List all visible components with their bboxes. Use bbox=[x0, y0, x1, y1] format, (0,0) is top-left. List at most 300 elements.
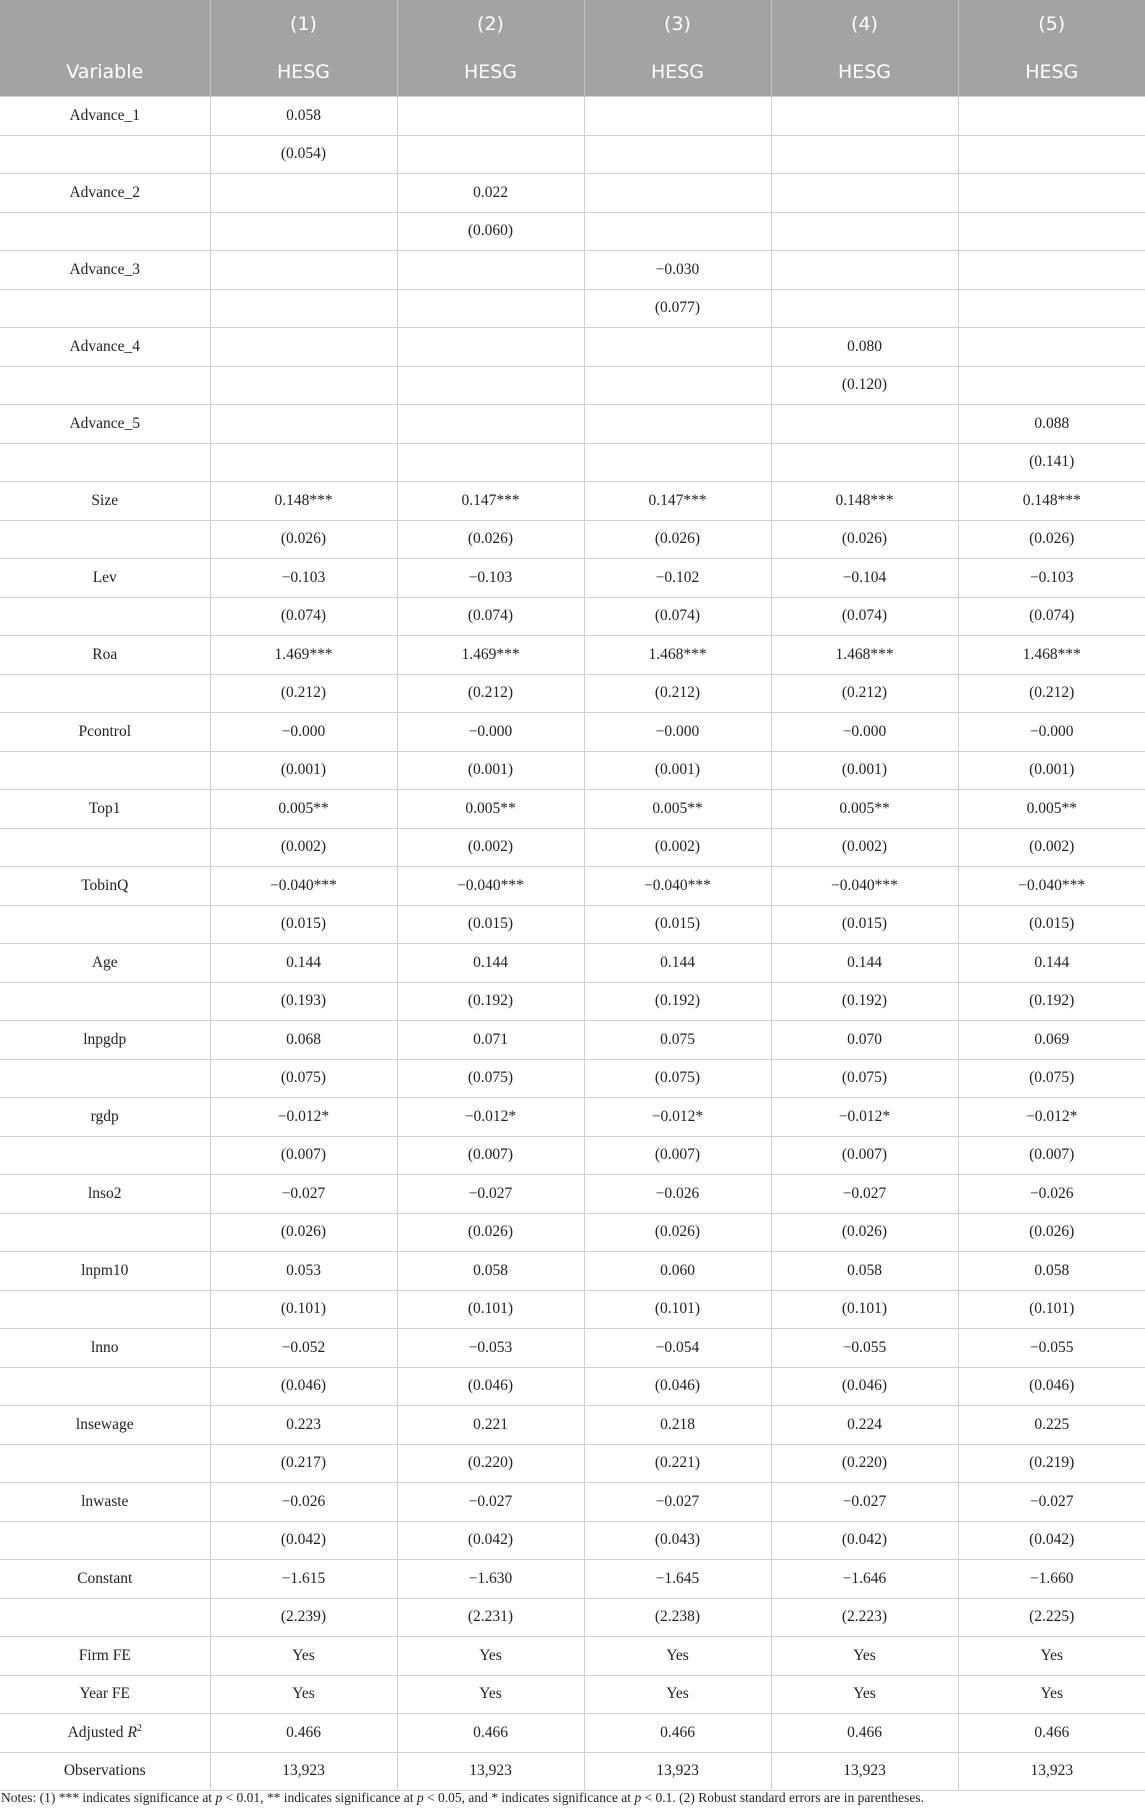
table-row bbox=[0, 1098, 1145, 1137]
table-cell: −0.102 bbox=[584, 559, 771, 598]
variable-label-text: lnno bbox=[90, 1338, 119, 1356]
table-cell: 0.147*** bbox=[397, 482, 584, 521]
table-cell: −0.040*** bbox=[958, 867, 1145, 906]
header-blank-cell bbox=[0, 0, 210, 48]
table-cell bbox=[958, 135, 1145, 174]
table-row-standard-errors bbox=[0, 1136, 1145, 1175]
table-cell bbox=[771, 135, 958, 174]
variable-label bbox=[0, 1521, 210, 1560]
table-row-standard-errors bbox=[0, 828, 1145, 867]
table-cell bbox=[397, 251, 584, 290]
table-cell: (0.026) bbox=[397, 1213, 584, 1252]
table-cell: 0.088 bbox=[958, 405, 1145, 444]
table-header bbox=[0, 0, 1145, 97]
variable-label bbox=[0, 135, 210, 174]
table-cell bbox=[397, 135, 584, 174]
table-cell: 1.469*** bbox=[210, 636, 397, 675]
variable-label bbox=[0, 1598, 210, 1637]
variable-label bbox=[0, 867, 210, 906]
variable-label bbox=[0, 559, 210, 598]
table-cell: −0.000 bbox=[771, 713, 958, 752]
variable-label-text: Firm FE bbox=[78, 1646, 131, 1664]
table-row-standard-errors bbox=[0, 212, 1145, 251]
table-cell: −0.026 bbox=[210, 1483, 397, 1522]
table-row bbox=[0, 1329, 1145, 1368]
variable-label bbox=[0, 1675, 210, 1714]
table-cell: 0.005** bbox=[771, 790, 958, 829]
header-row-column-numbers bbox=[0, 0, 1145, 48]
variable-label bbox=[0, 790, 210, 829]
column-number: (3) bbox=[584, 0, 771, 48]
variable-label bbox=[0, 1252, 210, 1291]
variable-label bbox=[0, 1021, 210, 1060]
table-cell: (0.074) bbox=[210, 597, 397, 636]
table-cell: 1.469*** bbox=[397, 636, 584, 675]
table-cell: (2.223) bbox=[771, 1598, 958, 1637]
table-row bbox=[0, 944, 1145, 983]
table-cell: 0.075 bbox=[584, 1021, 771, 1060]
p-symbol: p bbox=[634, 1790, 642, 1805]
table-cell: (0.101) bbox=[397, 1290, 584, 1329]
dependent-variable-header: HESG bbox=[771, 48, 958, 97]
table-cell: (0.015) bbox=[584, 905, 771, 944]
table-cell bbox=[771, 251, 958, 290]
table-row bbox=[0, 1406, 1145, 1445]
table-cell: (0.042) bbox=[210, 1521, 397, 1560]
table-cell bbox=[958, 328, 1145, 367]
table-row-standard-errors bbox=[0, 1213, 1145, 1252]
table-cell: 0.144 bbox=[958, 944, 1145, 983]
table-cell: 0.148*** bbox=[210, 482, 397, 521]
table-cell: (0.026) bbox=[210, 1213, 397, 1252]
variable-label-text: Observations bbox=[63, 1762, 146, 1780]
variable-label bbox=[0, 674, 210, 713]
table-cell: (0.046) bbox=[584, 1367, 771, 1406]
table-cell: 0.466 bbox=[397, 1714, 584, 1753]
table-cell: −0.055 bbox=[771, 1329, 958, 1368]
table-cell: (0.077) bbox=[584, 289, 771, 328]
table-cell: 0.466 bbox=[958, 1714, 1145, 1753]
table-cell bbox=[397, 405, 584, 444]
table-cell: (0.074) bbox=[771, 597, 958, 636]
table-cell: 0.022 bbox=[397, 174, 584, 213]
table-row bbox=[0, 1637, 1145, 1676]
table-cell: 0.223 bbox=[210, 1406, 397, 1445]
table-cell: Yes bbox=[584, 1675, 771, 1714]
table-cell: (0.192) bbox=[584, 982, 771, 1021]
table-cell: −0.000 bbox=[584, 713, 771, 752]
variable-label-text: lnsewage bbox=[75, 1415, 134, 1433]
table-cell: (0.075) bbox=[584, 1059, 771, 1098]
table-cell: −0.026 bbox=[958, 1175, 1145, 1214]
table-cell: (2.231) bbox=[397, 1598, 584, 1637]
table-cell bbox=[397, 443, 584, 482]
table-cell: 0.070 bbox=[771, 1021, 958, 1060]
table-cell: (0.026) bbox=[771, 1213, 958, 1252]
variable-label bbox=[0, 1637, 210, 1676]
table-cell: (0.101) bbox=[771, 1290, 958, 1329]
variable-header: Variable bbox=[0, 48, 210, 97]
table-cell: 0.148*** bbox=[958, 482, 1145, 521]
table-cell: (0.042) bbox=[958, 1521, 1145, 1560]
table-cell: 0.225 bbox=[958, 1406, 1145, 1445]
table-cell: −0.027 bbox=[397, 1483, 584, 1522]
variable-label-text: Constant bbox=[77, 1569, 133, 1587]
table-cell: (0.001) bbox=[958, 751, 1145, 790]
table-body bbox=[0, 97, 1145, 1791]
table-cell: 0.058 bbox=[397, 1252, 584, 1291]
table-row-standard-errors bbox=[0, 289, 1145, 328]
table-cell: −0.103 bbox=[958, 559, 1145, 598]
table-cell: −1.660 bbox=[958, 1560, 1145, 1599]
table-cell: −0.040*** bbox=[584, 867, 771, 906]
table-row bbox=[0, 97, 1145, 136]
table-row-standard-errors bbox=[0, 1598, 1145, 1637]
table-cell bbox=[958, 212, 1145, 251]
table-row-standard-errors bbox=[0, 443, 1145, 482]
table-notes bbox=[1, 1790, 1141, 1806]
table-cell bbox=[210, 443, 397, 482]
table-cell: −0.055 bbox=[958, 1329, 1145, 1368]
table-cell bbox=[771, 212, 958, 251]
table-cell: (0.141) bbox=[958, 443, 1145, 482]
table-row bbox=[0, 251, 1145, 290]
column-number: (2) bbox=[397, 0, 584, 48]
variable-label bbox=[0, 1444, 210, 1483]
table-cell: 0.080 bbox=[771, 328, 958, 367]
table-cell: (0.026) bbox=[210, 520, 397, 559]
table-row-standard-errors bbox=[0, 1290, 1145, 1329]
table-cell: Yes bbox=[210, 1675, 397, 1714]
table-row bbox=[0, 559, 1145, 598]
variable-label bbox=[0, 828, 210, 867]
table-cell: 0.058 bbox=[958, 1252, 1145, 1291]
table-cell: 0.144 bbox=[771, 944, 958, 983]
table-cell: (0.101) bbox=[958, 1290, 1145, 1329]
table-cell: (0.212) bbox=[210, 674, 397, 713]
table-cell: 13,923 bbox=[397, 1752, 584, 1791]
table-cell: 0.221 bbox=[397, 1406, 584, 1445]
table-cell: 0.058 bbox=[210, 97, 397, 136]
table-cell: Yes bbox=[958, 1637, 1145, 1676]
table-row bbox=[0, 174, 1145, 213]
table-cell: (0.001) bbox=[771, 751, 958, 790]
variable-label bbox=[0, 1329, 210, 1368]
table-cell: −0.027 bbox=[771, 1175, 958, 1214]
column-number: (1) bbox=[210, 0, 397, 48]
variable-label bbox=[0, 1175, 210, 1214]
table-cell: (2.238) bbox=[584, 1598, 771, 1637]
table-cell: −1.630 bbox=[397, 1560, 584, 1599]
table-cell: (0.060) bbox=[397, 212, 584, 251]
table-cell bbox=[210, 405, 397, 444]
table-cell: Yes bbox=[210, 1637, 397, 1676]
table-cell: 0.071 bbox=[397, 1021, 584, 1060]
table-cell: (0.026) bbox=[958, 520, 1145, 559]
table-cell: 13,923 bbox=[210, 1752, 397, 1791]
variable-label-text: Lev bbox=[92, 568, 117, 586]
table-cell: (0.046) bbox=[771, 1367, 958, 1406]
table-cell: (0.101) bbox=[584, 1290, 771, 1329]
table-cell bbox=[210, 366, 397, 405]
variable-label bbox=[0, 1367, 210, 1406]
column-number: (4) bbox=[771, 0, 958, 48]
table-cell bbox=[771, 97, 958, 136]
variable-label bbox=[0, 636, 210, 675]
table-cell: (0.101) bbox=[210, 1290, 397, 1329]
table-row bbox=[0, 1752, 1145, 1791]
table-row-standard-errors bbox=[0, 597, 1145, 636]
variable-label-text: Roa bbox=[92, 645, 118, 663]
table-cell: (0.002) bbox=[397, 828, 584, 867]
table-cell: (0.007) bbox=[584, 1136, 771, 1175]
table-cell: −1.615 bbox=[210, 1560, 397, 1599]
table-row-standard-errors bbox=[0, 1059, 1145, 1098]
table-row bbox=[0, 405, 1145, 444]
table-cell: (0.220) bbox=[771, 1444, 958, 1483]
table-cell bbox=[771, 289, 958, 328]
table-cell bbox=[210, 212, 397, 251]
table-cell: (0.212) bbox=[584, 674, 771, 713]
variable-label-text: lnpgdp bbox=[83, 1030, 127, 1048]
table-cell: 1.468*** bbox=[584, 636, 771, 675]
table-cell: (0.001) bbox=[584, 751, 771, 790]
notes-text: < 0.01, ** indicates significance at bbox=[222, 1790, 417, 1805]
variable-label bbox=[0, 482, 210, 521]
variable-label bbox=[0, 713, 210, 752]
variable-label bbox=[0, 751, 210, 790]
table-cell: 0.005** bbox=[210, 790, 397, 829]
table-cell bbox=[584, 212, 771, 251]
table-cell bbox=[771, 174, 958, 213]
table-cell: −0.027 bbox=[958, 1483, 1145, 1522]
table-cell bbox=[958, 97, 1145, 136]
table-row bbox=[0, 790, 1145, 829]
superscript: 2 bbox=[136, 1723, 142, 1735]
table-cell: −0.027 bbox=[771, 1483, 958, 1522]
table-cell bbox=[584, 97, 771, 136]
table-cell bbox=[584, 328, 771, 367]
table-cell: 0.466 bbox=[210, 1714, 397, 1753]
notes-text: < 0.1. (2) Robust standard errors are in parentheses. bbox=[641, 1790, 924, 1805]
dependent-variable-header: HESG bbox=[958, 48, 1145, 97]
table-cell: (0.007) bbox=[397, 1136, 584, 1175]
header-row-dependent-variables bbox=[0, 48, 1145, 97]
table-row-standard-errors bbox=[0, 135, 1145, 174]
variable-label-text: Top1 bbox=[88, 799, 121, 817]
table-cell: 0.068 bbox=[210, 1021, 397, 1060]
table-cell: Yes bbox=[771, 1637, 958, 1676]
table-cell bbox=[210, 289, 397, 328]
table-cell: −0.012* bbox=[771, 1098, 958, 1137]
table-cell bbox=[771, 405, 958, 444]
table-cell: Yes bbox=[397, 1675, 584, 1714]
variable-label bbox=[0, 597, 210, 636]
variable-label-text: Advance_2 bbox=[69, 183, 141, 201]
table-row bbox=[0, 636, 1145, 675]
table-row bbox=[0, 1560, 1145, 1599]
table-cell bbox=[397, 366, 584, 405]
table-cell bbox=[771, 443, 958, 482]
table-cell: 13,923 bbox=[771, 1752, 958, 1791]
table-cell: −0.000 bbox=[397, 713, 584, 752]
table-cell: (2.225) bbox=[958, 1598, 1145, 1637]
variable-label bbox=[0, 1406, 210, 1445]
table-cell: 13,923 bbox=[958, 1752, 1145, 1791]
table-cell: −0.040*** bbox=[771, 867, 958, 906]
table-row-standard-errors bbox=[0, 905, 1145, 944]
table-cell: 0.005** bbox=[958, 790, 1145, 829]
table-cell: −0.103 bbox=[210, 559, 397, 598]
variable-label bbox=[0, 1560, 210, 1599]
table-cell: (0.001) bbox=[210, 751, 397, 790]
variable-label-text: Pcontrol bbox=[78, 722, 132, 740]
table-cell: 13,923 bbox=[584, 1752, 771, 1791]
table-cell: (0.220) bbox=[397, 1444, 584, 1483]
variable-label bbox=[0, 1098, 210, 1137]
table-cell: (0.026) bbox=[771, 520, 958, 559]
variable-label bbox=[0, 289, 210, 328]
table-cell: (0.046) bbox=[397, 1367, 584, 1406]
table-cell: (0.042) bbox=[397, 1521, 584, 1560]
table-row-standard-errors bbox=[0, 751, 1145, 790]
variable-label bbox=[0, 443, 210, 482]
table-cell: −0.054 bbox=[584, 1329, 771, 1368]
variable-label bbox=[0, 1059, 210, 1098]
table-cell bbox=[958, 366, 1145, 405]
variable-label bbox=[0, 405, 210, 444]
table-cell: −0.040*** bbox=[397, 867, 584, 906]
table-cell: −0.027 bbox=[210, 1175, 397, 1214]
table-cell: −1.646 bbox=[771, 1560, 958, 1599]
table-cell: 0.005** bbox=[584, 790, 771, 829]
variable-label bbox=[0, 328, 210, 367]
table-cell bbox=[210, 328, 397, 367]
table-cell: 0.060 bbox=[584, 1252, 771, 1291]
table-cell: 1.468*** bbox=[771, 636, 958, 675]
table-cell: Yes bbox=[397, 1637, 584, 1676]
variable-label-text: Size bbox=[91, 491, 119, 509]
variable-label-text: lnwaste bbox=[81, 1492, 129, 1510]
dependent-variable-header: HESG bbox=[584, 48, 771, 97]
variable-label bbox=[0, 520, 210, 559]
variable-label bbox=[0, 212, 210, 251]
variable-label-text: Age bbox=[91, 953, 118, 971]
table-row bbox=[0, 1675, 1145, 1714]
variable-label bbox=[0, 251, 210, 290]
table-cell: (0.075) bbox=[210, 1059, 397, 1098]
table-cell: (0.015) bbox=[771, 905, 958, 944]
table-cell: (0.002) bbox=[771, 828, 958, 867]
table-cell: (0.120) bbox=[771, 366, 958, 405]
variable-label-text: Year FE bbox=[79, 1685, 131, 1703]
table-cell: −0.012* bbox=[397, 1098, 584, 1137]
table-cell bbox=[210, 251, 397, 290]
table-cell: 0.144 bbox=[397, 944, 584, 983]
table-cell: (0.007) bbox=[210, 1136, 397, 1175]
table-cell bbox=[584, 366, 771, 405]
table-cell: (0.192) bbox=[958, 982, 1145, 1021]
table-cell: Yes bbox=[771, 1675, 958, 1714]
table-cell bbox=[958, 251, 1145, 290]
table-cell: 0.144 bbox=[584, 944, 771, 983]
table-cell: (0.015) bbox=[958, 905, 1145, 944]
table-cell: (0.221) bbox=[584, 1444, 771, 1483]
table-cell: (0.026) bbox=[958, 1213, 1145, 1252]
table-cell: −0.000 bbox=[210, 713, 397, 752]
table-cell: 0.466 bbox=[584, 1714, 771, 1753]
table-cell: (0.212) bbox=[397, 674, 584, 713]
table-row bbox=[0, 1252, 1145, 1291]
p-symbol: p bbox=[215, 1790, 223, 1805]
table-cell: (0.075) bbox=[958, 1059, 1145, 1098]
italic-r: R bbox=[127, 1724, 137, 1742]
table-cell: 0.224 bbox=[771, 1406, 958, 1445]
table-row bbox=[0, 713, 1145, 752]
table-cell: (0.075) bbox=[397, 1059, 584, 1098]
table-row-standard-errors bbox=[0, 520, 1145, 559]
table-cell: 0.069 bbox=[958, 1021, 1145, 1060]
table-cell bbox=[584, 443, 771, 482]
table-row-standard-errors bbox=[0, 1521, 1145, 1560]
table-cell: −0.103 bbox=[397, 559, 584, 598]
table-cell: (0.026) bbox=[584, 520, 771, 559]
table-row bbox=[0, 1021, 1145, 1060]
table-cell: (0.002) bbox=[210, 828, 397, 867]
table-cell: −0.030 bbox=[584, 251, 771, 290]
table-cell: (0.002) bbox=[584, 828, 771, 867]
variable-label bbox=[0, 1290, 210, 1329]
table-cell: −0.000 bbox=[958, 713, 1145, 752]
variable-label-text: TobinQ bbox=[81, 876, 129, 894]
table-cell: (0.074) bbox=[958, 597, 1145, 636]
table-cell bbox=[584, 174, 771, 213]
table-cell: Yes bbox=[584, 1637, 771, 1676]
table-cell: (0.001) bbox=[397, 751, 584, 790]
table-cell: −0.012* bbox=[210, 1098, 397, 1137]
variable-label bbox=[0, 905, 210, 944]
table-cell: 0.466 bbox=[771, 1714, 958, 1753]
variable-label bbox=[0, 1714, 210, 1753]
table-cell: −0.053 bbox=[397, 1329, 584, 1368]
variable-label bbox=[0, 174, 210, 213]
table-cell: 0.144 bbox=[210, 944, 397, 983]
table-cell: −0.027 bbox=[397, 1175, 584, 1214]
table-cell: (0.026) bbox=[397, 520, 584, 559]
table-cell bbox=[584, 405, 771, 444]
table-cell: Yes bbox=[958, 1675, 1145, 1714]
table-cell bbox=[958, 289, 1145, 328]
table-cell: 0.148*** bbox=[771, 482, 958, 521]
table-cell bbox=[210, 174, 397, 213]
table-row-standard-errors bbox=[0, 674, 1145, 713]
table-cell: (0.043) bbox=[584, 1521, 771, 1560]
table-cell: −0.104 bbox=[771, 559, 958, 598]
table-cell: (0.007) bbox=[958, 1136, 1145, 1175]
table-cell: −0.012* bbox=[584, 1098, 771, 1137]
table-cell: (0.192) bbox=[771, 982, 958, 1021]
table-cell: 0.005** bbox=[397, 790, 584, 829]
table-cell: (0.193) bbox=[210, 982, 397, 1021]
table-cell: (0.046) bbox=[958, 1367, 1145, 1406]
table-cell: (0.074) bbox=[397, 597, 584, 636]
variable-label-text: Adjusted R bbox=[67, 1724, 137, 1742]
table-row bbox=[0, 482, 1145, 521]
table-cell: (0.002) bbox=[958, 828, 1145, 867]
table-cell: (0.074) bbox=[584, 597, 771, 636]
table-cell: (0.007) bbox=[771, 1136, 958, 1175]
table-row bbox=[0, 1175, 1145, 1214]
